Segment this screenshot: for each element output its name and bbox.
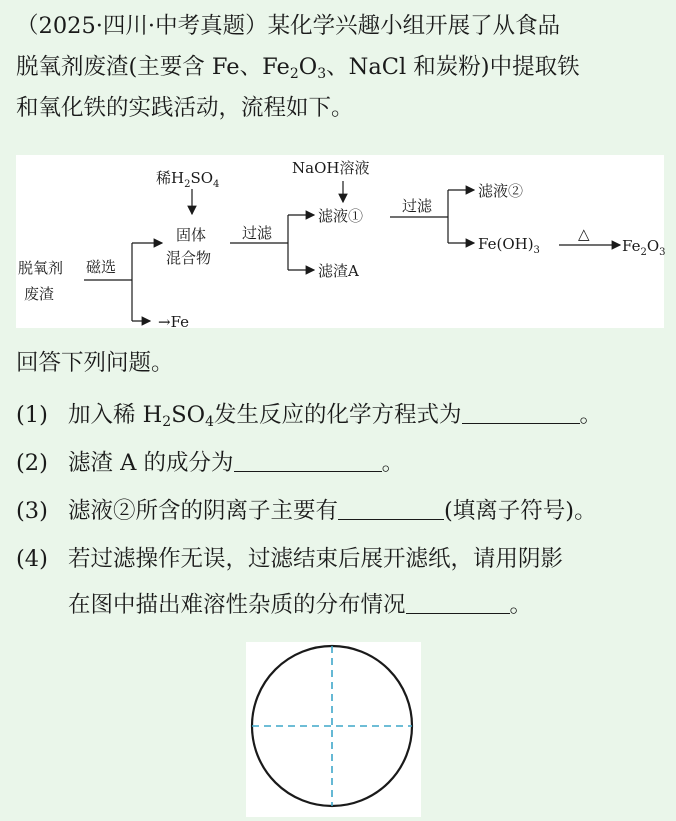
naoh-label: NaOH溶液 — [292, 159, 370, 177]
fe2o3-label: $Fe_2O_3$ — [622, 237, 666, 258]
residue-a-label: 滤渣A — [318, 262, 359, 280]
question-3: (3) 滤液②所含的阴离子主要有 (填离子符号)。 — [16, 494, 666, 528]
heat-symbol: △ — [578, 225, 590, 243]
feoh3-label: $Fe(OH)_3$ — [478, 235, 540, 256]
filtrate2-label: 滤液② — [478, 182, 524, 200]
answer-blank-1[interactable] — [462, 399, 580, 424]
start-label-2: 废渣 — [24, 285, 55, 303]
intro-paragraph: （2025·四川·中考真题）某化学兴趣小组开展了从食品 脱氧剂废渣(主要含 Fe、$Fe_2O_3$、NaCl 和炭粉)中提取铁 和氧化铁的实践活动，流程如下。 — [16, 13, 580, 121]
answer-lead: 回答下列问题。 — [16, 350, 174, 376]
question-1: (1) 加入稀 $H_2SO_4$发生反应的化学方程式为 。 — [16, 398, 666, 432]
question-2: (2) 滤渣 A 的成分为 。 — [16, 446, 666, 480]
filtrate1-label: 滤液① — [318, 207, 364, 225]
flowchart-svg — [16, 155, 666, 331]
mixture-label-1: 固体 — [176, 226, 207, 244]
reagent-label: 稀$H_2SO_4$ — [156, 169, 220, 190]
question-4: (4) 若过滤操作无误，过滤结束后展开滤纸，请用阴影 在图中描出难溶性杂质的分布情况 。 — [16, 546, 564, 618]
filter-paper-svg — [246, 642, 421, 817]
source-tag: （2025·四川·中考真题） — [16, 13, 268, 39]
mixture-label-2: 混合物 — [166, 249, 212, 267]
answer-blank-4[interactable] — [406, 589, 510, 614]
magnet-label: 磁选 — [86, 258, 117, 276]
filter-paper-figure[interactable] — [246, 642, 421, 817]
process-flowchart — [16, 155, 666, 331]
start-label-1: 脱氧剂 — [18, 259, 64, 277]
answer-blank-3[interactable] — [338, 495, 444, 520]
answer-blank-2[interactable] — [234, 447, 382, 472]
fe-output: →Fe — [158, 313, 190, 331]
filter1-label: 过滤 — [242, 224, 273, 242]
filter2-label: 过滤 — [402, 197, 433, 215]
